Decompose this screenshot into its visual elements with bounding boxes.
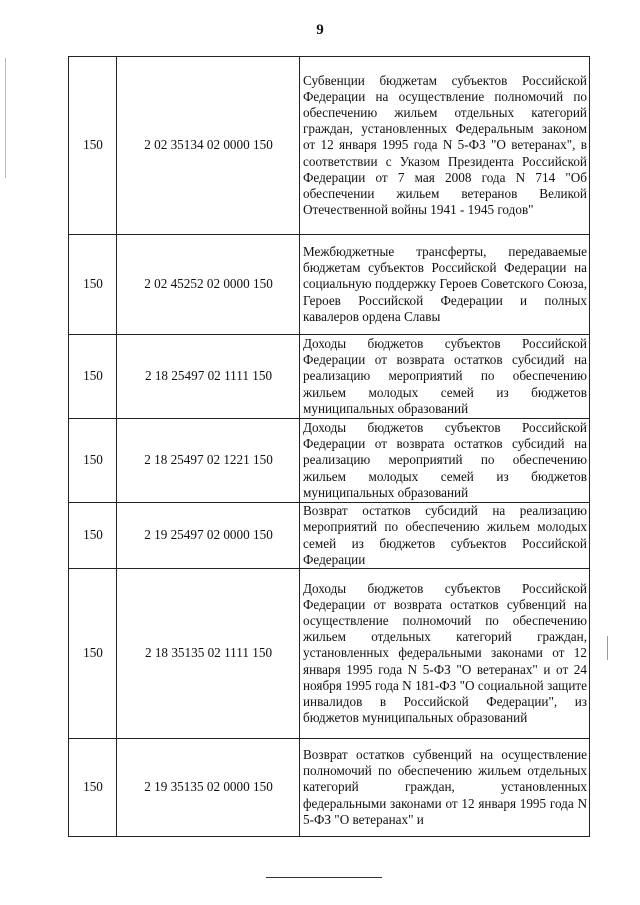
revenue-codes-table: [68, 56, 590, 837]
budget-classification-code-cell: 2 02 35134 02 0000 150: [117, 57, 300, 235]
revenue-description-cell: [300, 335, 590, 419]
table-row: [69, 739, 590, 837]
revenue-description-text: Возврат остатков субвенций на осуществление полномочий по обеспечению жильем отдельных категорий граждан, установленных федеральными законами от 12 января 1995 года N 5-ФЗ "О ветеранах" и: [303, 746, 587, 827]
table-row: [69, 335, 590, 419]
administrator-code-cell: 150: [69, 57, 117, 235]
administrator-code-cell: 150: [69, 503, 117, 569]
budget-classification-code-cell: 2 02 45252 02 0000 150: [117, 235, 300, 335]
revenue-description-text: Возврат остатков субсидий на реализацию мероприятий по обеспечению жильем молодых семей из бюджетов субъектов Российской Федерации: [303, 503, 587, 567]
page-number: 9: [316, 22, 324, 38]
footer-rule: [266, 877, 382, 878]
administrator-code-cell: 150: [69, 235, 117, 335]
table-row: [69, 503, 590, 569]
revenue-description-text: Доходы бюджетов субъектов Российской Федерации от возврата остатков субсидий на реализацию мероприятий по обеспечению жильем молодых семей из бюджетов муниципальных образований: [303, 335, 587, 416]
scan-margin-mark: [5, 58, 6, 178]
budget-classification-code-cell: 2 18 25497 02 1111 150: [117, 335, 300, 419]
revenue-description-text: Доходы бюджетов субъектов Российской Федерации от возврата остатков субвенций на осуществление полномочий по обеспечению жильем отдельных категорий граждан, установленных федеральными законами от 12 января 1995 года N 5-ФЗ "О ветеранах" и от 24 ноября 1995 года N 181-ФЗ "О социальной защите инвалидов в Российской Федерации", из бюджетов муниципальных образований: [303, 580, 587, 726]
revenue-description-cell: [300, 503, 590, 569]
table-row: [69, 235, 590, 335]
revenue-description-cell: [300, 569, 590, 739]
revenue-description-cell: [300, 235, 590, 335]
revenue-description-cell: [300, 57, 590, 235]
administrator-code-cell: 150: [69, 419, 117, 503]
administrator-code-cell: 150: [69, 739, 117, 837]
table-body: [69, 57, 590, 837]
administrator-code-cell: 150: [69, 569, 117, 739]
revenue-description-cell: [300, 739, 590, 837]
budget-classification-code-cell: 2 19 25497 02 0000 150: [117, 503, 300, 569]
revenue-description-cell: [300, 419, 590, 503]
revenue-description-text: Межбюджетные трансферты, передаваемые бюджетам субъектов Российской Федерации на социальную поддержку Героев Советского Союза, Героев Российской Федерации и полных кавалеров ордена Славы: [303, 243, 587, 324]
table-row: [69, 57, 590, 235]
administrator-code-cell: 150: [69, 335, 117, 419]
scan-margin-mark-right: [607, 636, 608, 660]
table-row: [69, 419, 590, 503]
budget-classification-code-cell: 2 19 35135 02 0000 150: [117, 739, 300, 837]
budget-classification-code-cell: 2 18 25497 02 1221 150: [117, 419, 300, 503]
revenue-description-text: Доходы бюджетов субъектов Российской Федерации от возврата остатков субсидий на реализацию мероприятий по обеспечению жильем молодых семей из бюджетов муниципальных образований: [303, 419, 587, 500]
revenue-description-text: Субвенции бюджетам субъектов Российской Федерации на осуществление полномочий по обеспечению жильем отдельных категорий граждан, установленных Федеральным законом от 12 января 1995 года N 5-ФЗ "О ветеранах", в соответствии с Указом Президента Российской Федерации от 7 мая 2008 года N 714 "Об обеспечении жильем ветеранов Великой Отечественной войны 1941 - 1945 годов": [303, 72, 587, 218]
table-row: [69, 569, 590, 739]
budget-classification-code-cell: 2 18 35135 02 1111 150: [117, 569, 300, 739]
